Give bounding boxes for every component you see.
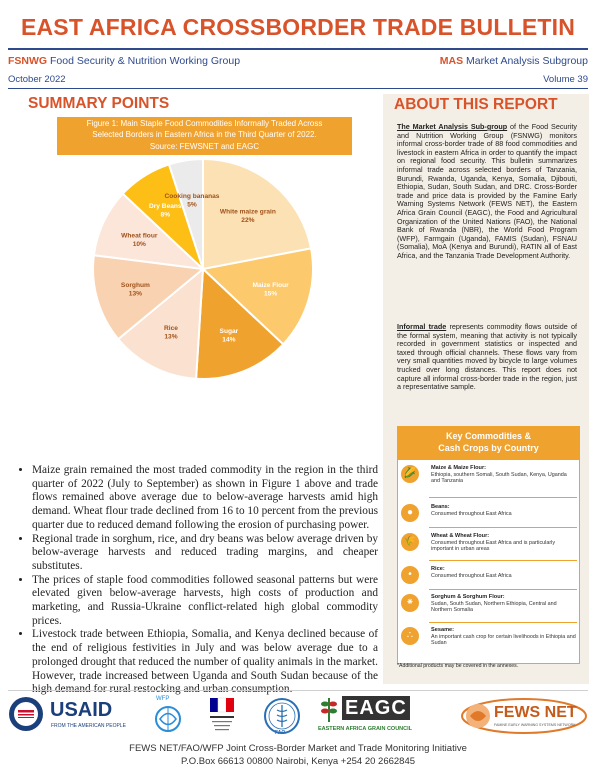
pie-slice-value-label: 10%: [132, 241, 146, 248]
summary-bullets: [14, 464, 378, 697]
usaid-seal-icon: [6, 696, 50, 732]
commodity-description: An important cash crop for certain livelihoods in Ethiopia and Sudan: [431, 634, 576, 647]
summary-bullet: • Regional trade in sorghum, rice, and dry beans was below average driven by below-average harvests and reduced trading margins, and cheaper substitutes.: [32, 533, 378, 574]
key-commodities-title: Key Commodities &: [445, 431, 532, 441]
commodity-description: Consumed throughout East Africa: [431, 511, 512, 517]
fews-net-wordmark: FEWS NET: [494, 704, 577, 721]
commodity-divider: [429, 527, 577, 528]
sesame-icon: ∴: [401, 627, 419, 645]
commodity-divider: [429, 497, 577, 498]
pie-slice-value-label: 22%: [241, 216, 255, 224]
commodity-description: Consumed throughout East Africa and is particularly important in urban areas: [431, 540, 556, 553]
commodity-description: Ethiopia, southern Somali, South Sudan, Kenya, Uganda and Tanzania: [431, 472, 567, 485]
pie-slice-value-label: 15%: [263, 290, 278, 298]
fews-net-logo: [460, 696, 588, 736]
summary-bullet: • Livestock trade between Ethiopia, Somalia, and Kenya declined because of the end of religious festivities in July and was below average due to a prolonged drought that reduced the number of quality animals in the market. However, trade increased between Uganda and South Sudan because of the: [32, 628, 378, 697]
commodity-description: Consumed throughout East Africa: [431, 573, 512, 579]
figure-caption-line: Selected Borders in Eastern Africa in the Third Quarter of 2022.: [92, 130, 317, 140]
french-republic-emblem-icon: [202, 696, 242, 736]
commodity-title: Sesame:: [431, 627, 455, 633]
subgroup-name: [440, 55, 588, 67]
subgroup-full-name: Market Analysis Subgroup: [463, 55, 588, 67]
summary-bullet: • The prices of staple food commodities followed seasonal patterns but were elevated given below-average harvests, high costs of production and marketing, and Russia-Ukraine conflict-related high global commodity prices.: [32, 574, 378, 629]
eagc-wordmark: EAGC: [342, 696, 410, 720]
fao-wordmark: FAO: [275, 730, 286, 736]
informal-trade-text: represents commodity flows outside of the formal system, meaning that activity is not typically recorded in government statistics or inspected and taxed through official channels. These flows vary from very small quantities moved by bicycle to large volumes trucked over long distances. This report does not capture all informal cross-border trade in the region, just a representative sample.: [397, 322, 577, 392]
commodity-divider: [429, 622, 577, 623]
figure-caption: [57, 117, 352, 155]
commodity-title: Maize & Maize Flour:: [431, 465, 487, 471]
informal-trade-lead-in: Informal trade: [397, 322, 447, 331]
subgroup-acronym: MAS: [439, 55, 464, 67]
about-heading: ABOUT THIS REPORT: [394, 96, 558, 113]
commodity-description: Sudan, South Sudan, Northern Ethiopia, Central and Northern Somalia: [431, 601, 557, 614]
wfp-wordmark: WFP: [156, 696, 170, 702]
maize-icon: 🌽: [401, 465, 419, 483]
pie-slice-value-label: 8%: [160, 211, 171, 219]
commodity-divider: [429, 560, 577, 561]
pie-slice-name-label: Wheat flour: [121, 232, 158, 240]
eagc-tagline: EASTERN AFRICA GRAIN COUNCIL: [318, 726, 413, 732]
working-group-full-name: Food Security & Nutrition Working Group: [47, 55, 241, 67]
bulletin-title: EAST AFRICA CROSSBORDER TRADE BULLETIN: [20, 14, 576, 40]
usaid-wordmark: USAID: [50, 699, 113, 721]
eagc-grain-icon: [318, 696, 340, 724]
commodity-divider: [429, 589, 577, 590]
sorghum-icon: ⁕: [401, 594, 419, 612]
fao-logo: [262, 696, 302, 736]
annex-note: *Additional products may be covered in the annexes.: [397, 663, 519, 669]
header-divider: [8, 88, 588, 89]
pie-slice-value-label: 14%: [222, 336, 236, 344]
commodity-title: Wheat & Wheat Flour:: [431, 533, 490, 539]
fews-net-tagline: FAMINE EARLY WARNING SYSTEMS NETWORK: [494, 723, 576, 727]
pie-slice-value-label: 13%: [128, 290, 143, 298]
republique-francaise-logo: [202, 696, 242, 736]
figure-caption-source: Source: FEWSNET and EAGC: [149, 141, 260, 151]
pie-slice-name-label: Sugar: [219, 328, 239, 335]
working-group-name: [8, 55, 240, 67]
eagc-logo: [318, 696, 438, 738]
pie-slice-name-label: Sorghum: [120, 282, 150, 290]
pie-slice-name-label: Dry Beans: [148, 203, 182, 211]
summary-heading: SUMMARY POINTS: [28, 95, 170, 112]
summary-bullet: • Maize grain remained the most traded commodity in the region in the third quarter of 2022 (July to September) as shown in Figure 1 above and trade flows remained above average due to below-average harvests amid high demand. Wheat flour trade declined from 16 to 10 percent from the previous quarter due to reduced demand following the erosion of purchasing power.: [32, 464, 378, 533]
pie-slice-name-label: Rice: [164, 325, 178, 333]
working-group-acronym: FSNWG: [8, 55, 48, 67]
commodity-title: Sorghum & Sorghum Flour:: [431, 594, 505, 600]
wfp-logo: [150, 696, 188, 736]
pie-slice-value-label: 5%: [187, 201, 197, 209]
pie-slice-value-label: 13%: [164, 333, 178, 341]
commodity-title: Beans:: [431, 504, 450, 510]
issue-volume: Volume 39: [543, 74, 588, 85]
about-paragraph: [397, 123, 577, 261]
pie-slice-name-label: Cooking bananas: [164, 193, 220, 200]
usaid-logo: [6, 696, 146, 732]
key-commodities-header: [397, 426, 580, 460]
about-text: of the Food Security and Nutrition Working Group (FSNWG) monitors informal cross-border trade of 88 food commodities and livestock in eastern Africa in order to quantify the impact on regional food security. This bulletin summarizes informal trade across selected borders of Tanzania, Burundi, Rwanda, Uganda, Kenya, Somalia, Djibouti, Ethiopia, Sudan, South Sudan, and DRC. Cross-Border trade and price data is provided by the Famine Early Warning Systems Network (FEWS NET), the Eastern Africa Grain Council (EAGC), the Food and Agricultural Organization of the United Nations (FAO), the National Bank of Rwanda (NBR), the World Food Program (WFP), Farmgain (Uganda), FAMIS (Sudan), FSNAU (Somalia), MoA (Kenya and Burundi), RATIN all of East Africa, and the Tanzania Trade Development Authority.: [397, 122, 577, 260]
rice-icon: •: [401, 566, 419, 584]
pie-slice-name-label: Maize Flour: [252, 282, 289, 290]
issue-date: October 2022: [8, 74, 66, 85]
informal-trade-paragraph: [397, 323, 577, 392]
about-lead-in: The Market Analysis Sub-group: [397, 122, 508, 131]
commodity-title: Rice:: [431, 566, 445, 572]
footer-address: P.O.Box 66613 00800 Nairobi, Kenya +254 20 2662845: [180, 756, 416, 767]
usaid-tagline: FROM THE AMERICAN PEOPLE: [51, 723, 126, 729]
pie-chart: [63, 159, 343, 379]
footer-initiative: FEWS NET/FAO/WFP Joint Cross-Border Market and Trade Monitoring Initiative: [129, 743, 467, 754]
key-commodities-subtitle: Cash Crops by Country: [438, 443, 539, 453]
logo-divider: [8, 690, 588, 691]
wfp-emblem-icon: [150, 704, 186, 734]
title-divider: [8, 48, 588, 50]
beans-icon: ●: [401, 504, 419, 522]
pie-slice-name-label: White maize grain: [219, 208, 276, 216]
wheat-icon: 🌾: [401, 533, 419, 551]
figure-caption-line: Figure 1: Main Staple Food Commodities Informally Traded Across: [86, 119, 323, 128]
